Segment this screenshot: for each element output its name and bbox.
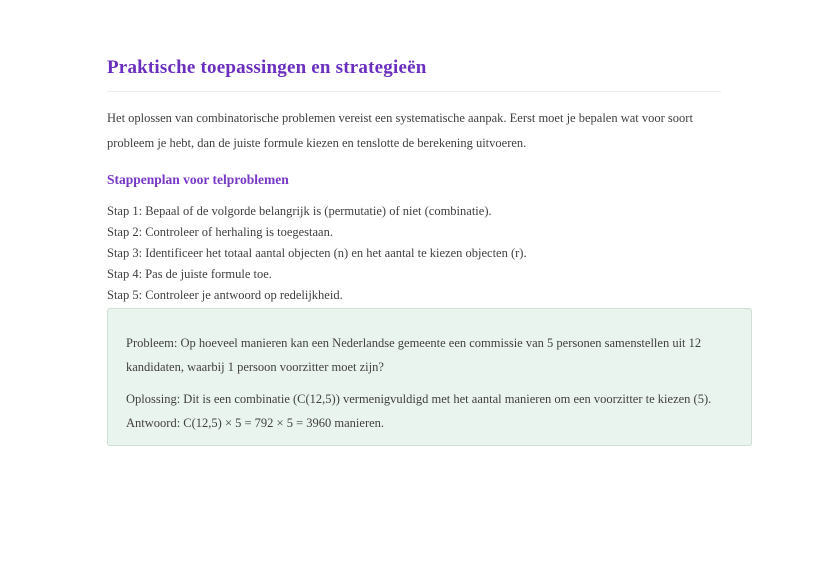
title-divider: [107, 91, 721, 92]
step-item-5: Stap 5: Controleer je antwoord op redelijkheid.: [107, 288, 343, 302]
problem-text: Probleem: Op hoeveel manieren kan een Nederlandse gemeente een commissie van 5 personen samenstellen uit 12 kandidaten, waarbij 1 persoon voorzitter moet zijn?: [126, 336, 702, 374]
steps-list: [107, 201, 752, 306]
page-title: Praktische toepassingen en strategieën: [107, 57, 427, 78]
step-item-3: Stap 3: Identificeer het totaal aantal objecten (n) en het aantal te kiezen objecten (r).: [107, 246, 527, 260]
step-item-2: Stap 2: Controleer of herhaling is toegestaan.: [107, 225, 333, 239]
section-heading: Stappenplan voor telproblemen: [107, 172, 289, 187]
solution-text: Oplossing: Dit is een combinatie (C(12,5)) vermenigvuldigd met het aantal manieren om een voorzitter te kiezen (5). Antwoord: C(12,5) × 5 = 792 × 5 = 3960 manieren.: [126, 392, 712, 430]
intro-paragraph: Het oplossen van combinatorische problemen vereist een systematische aanpak. Eerst moet je bepalen wat voor soort probleem je hebt, dan de juiste formule kiezen en tenslotte de berekening uitvoeren.: [107, 111, 693, 150]
step-item-4: Stap 4: Pas de juiste formule toe.: [107, 267, 272, 281]
step-item-1: Stap 1: Bepaal of de volgorde belangrijk is (permutatie) of niet (combinatie).: [107, 204, 492, 218]
example-box: [107, 308, 752, 446]
